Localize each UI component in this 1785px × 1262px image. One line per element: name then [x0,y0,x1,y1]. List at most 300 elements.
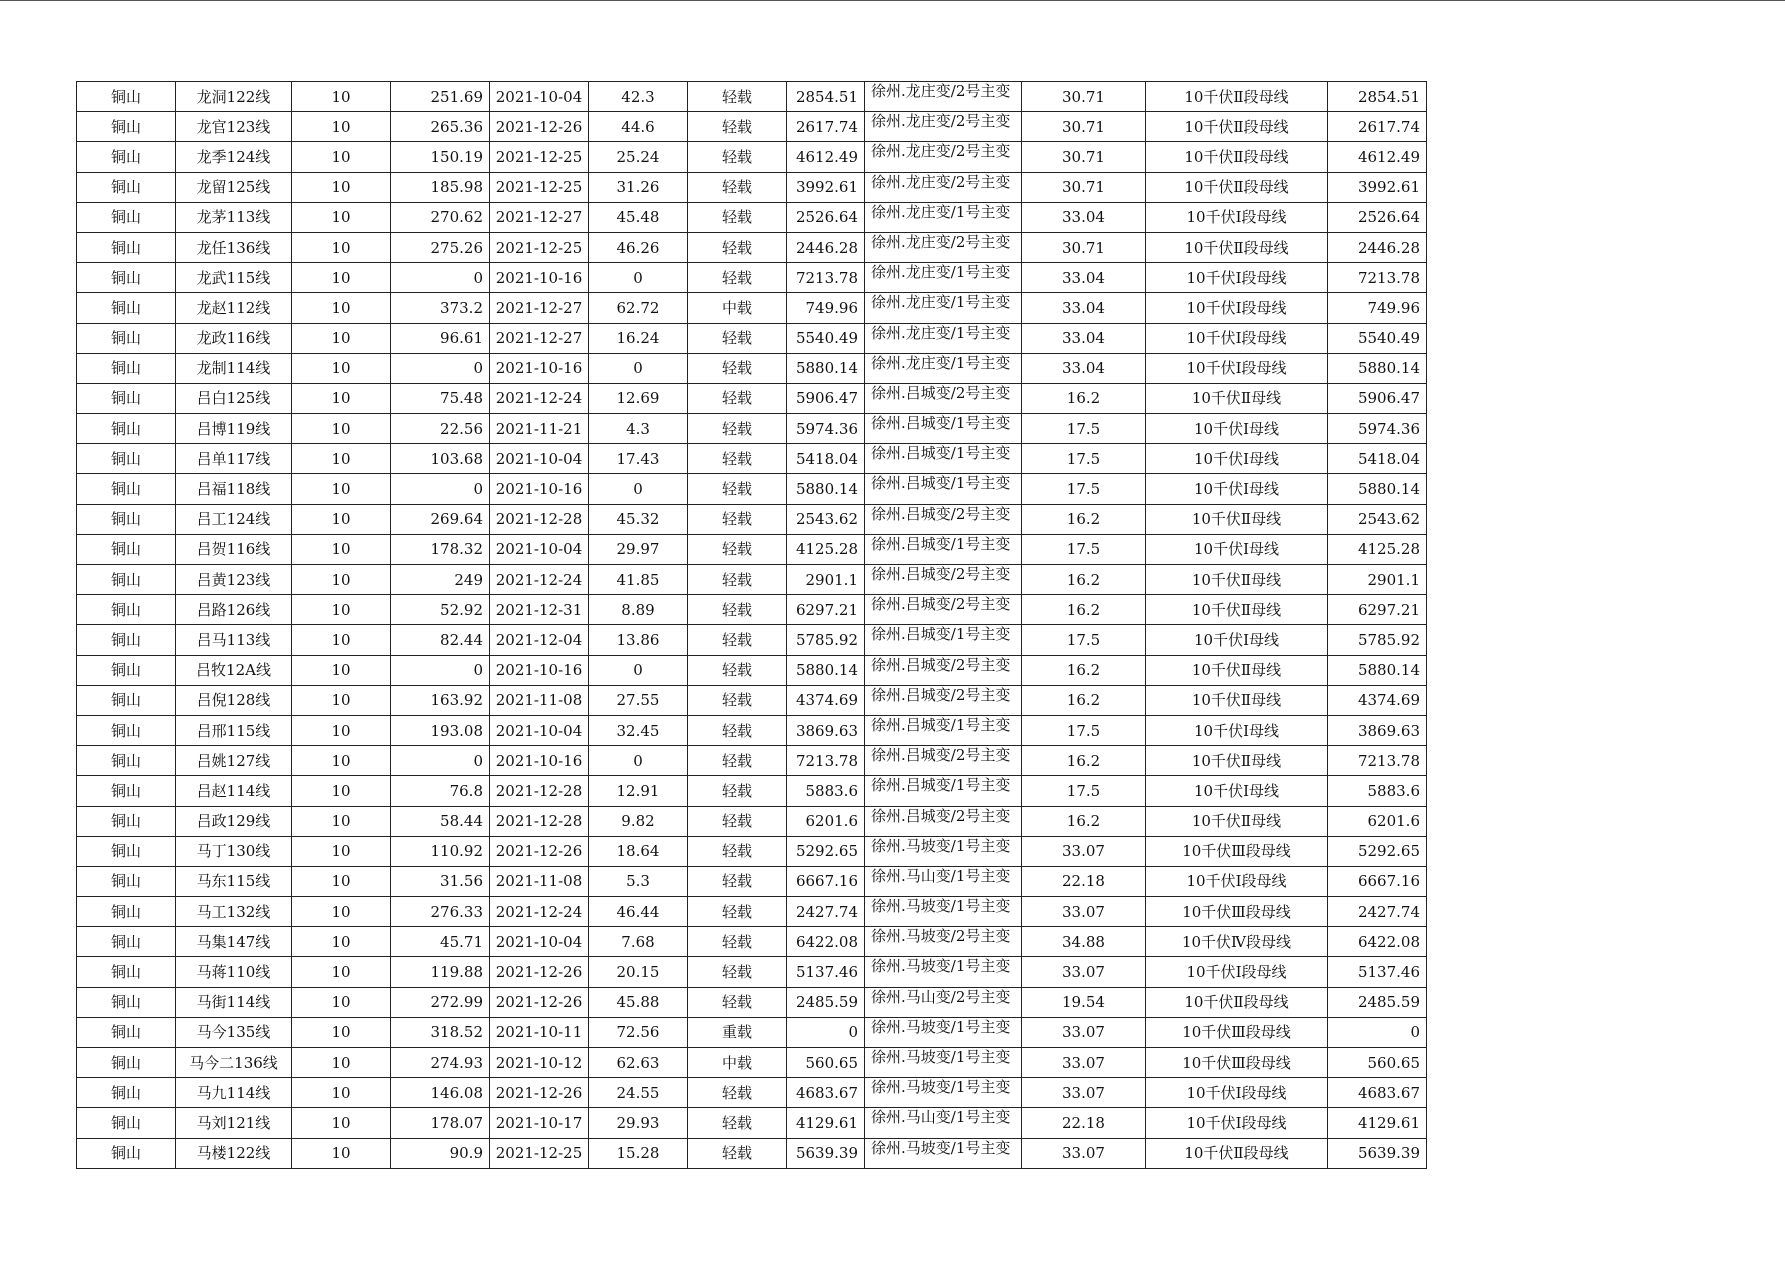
substation-transformer-cell [865,444,1022,474]
substation-transformer-cell [865,232,1022,262]
date-cell: 2021-10-04 [490,715,589,745]
load-rate-cell: 32.45 [589,715,688,745]
district-cell: 铜山 [77,1017,176,1047]
transformer-load-cell: 30.71 [1022,232,1146,262]
date-cell: 2021-12-31 [490,595,589,625]
substation-transformer-text: 徐州.龙庄变/1号主变 [871,293,1011,312]
substation-transformer-text: 徐州.吕城变/2号主变 [871,806,1011,825]
available-capacity-cell: 6667.16 [787,866,865,896]
load-rate-cell: 8.89 [589,595,688,625]
transformer-load-cell: 16.2 [1022,504,1146,534]
substation-transformer-cell [865,534,1022,564]
load-rate-cell: 29.93 [589,1108,688,1138]
load-current-cell: 270.62 [391,202,490,232]
load-rate-cell: 27.55 [589,685,688,715]
substation-transformer-text: 徐州.吕城变/2号主变 [871,565,1011,583]
load-current-cell: 0 [391,474,490,504]
voltage-cell: 10 [292,504,391,534]
load-status-cell: 轻载 [688,474,787,504]
table-row [77,383,1427,413]
voltage-cell: 10 [292,685,391,715]
substation-transformer-cell [865,746,1022,776]
remaining-capacity-cell: 2854.51 [1328,82,1427,112]
date-cell: 2021-10-04 [490,927,589,957]
available-capacity-cell: 5883.6 [787,776,865,806]
voltage-cell: 10 [292,142,391,172]
transformer-load-cell: 33.04 [1022,293,1146,323]
available-capacity-cell: 2854.51 [787,82,865,112]
table-row [77,474,1427,504]
date-cell: 2021-12-26 [490,987,589,1017]
substation-transformer-cell [865,112,1022,142]
line-name-cell: 龙洞122线 [176,82,292,112]
substation-transformer-cell [865,897,1022,927]
transformer-load-cell: 30.71 [1022,142,1146,172]
bus-section-cell: 10千伏Ⅱ母线 [1146,383,1328,413]
remaining-capacity-cell: 5880.14 [1328,655,1427,685]
table-row [77,1048,1427,1078]
available-capacity-cell: 5880.14 [787,474,865,504]
substation-transformer-text: 徐州.龙庄变/1号主变 [871,323,1011,342]
bus-section-cell: 10千伏Ⅱ母线 [1146,504,1328,534]
transformer-load-cell: 34.88 [1022,927,1146,957]
remaining-capacity-cell: 560.65 [1328,1048,1427,1078]
remaining-capacity-cell: 5292.65 [1328,836,1427,866]
load-status-cell: 轻载 [688,202,787,232]
load-rate-cell: 0 [589,263,688,293]
district-cell: 铜山 [77,534,176,564]
load-rate-cell: 29.97 [589,534,688,564]
table-row [77,595,1427,625]
load-status-cell: 轻载 [688,82,787,112]
date-cell: 2021-12-25 [490,142,589,172]
load-rate-cell: 45.88 [589,987,688,1017]
voltage-cell: 10 [292,836,391,866]
load-current-cell: 275.26 [391,232,490,262]
line-name-cell: 吕邢115线 [176,715,292,745]
table-row [77,293,1427,323]
load-current-cell: 119.88 [391,957,490,987]
bus-section-cell: 10千伏Ⅲ段母线 [1146,1048,1328,1078]
load-rate-cell: 44.6 [589,112,688,142]
remaining-capacity-cell: 5880.14 [1328,474,1427,504]
bus-section-cell: 10千伏Ⅰ段母线 [1146,263,1328,293]
remaining-capacity-cell: 5137.46 [1328,957,1427,987]
transformer-load-cell: 16.2 [1022,685,1146,715]
line-name-cell: 吕马113线 [176,625,292,655]
available-capacity-cell: 5137.46 [787,957,865,987]
substation-transformer-cell [865,776,1022,806]
date-cell: 2021-11-08 [490,866,589,896]
load-status-cell: 轻载 [688,987,787,1017]
bus-section-cell: 10千伏Ⅰ段母线 [1146,293,1328,323]
transformer-load-cell: 17.5 [1022,625,1146,655]
substation-transformer-cell [865,353,1022,383]
transformer-load-cell: 16.2 [1022,595,1146,625]
load-rate-cell: 31.26 [589,172,688,202]
date-cell: 2021-12-24 [490,383,589,413]
bus-section-cell: 10千伏Ⅲ段母线 [1146,836,1328,866]
district-cell: 铜山 [77,504,176,534]
voltage-cell: 10 [292,957,391,987]
district-cell: 铜山 [77,112,176,142]
district-cell: 铜山 [77,414,176,444]
transformer-load-cell: 33.07 [1022,1078,1146,1108]
bus-section-cell: 10千伏Ⅰ母线 [1146,776,1328,806]
substation-transformer-text: 徐州.吕城变/1号主变 [871,625,1011,644]
table-row [77,1017,1427,1047]
load-status-cell: 轻载 [688,414,787,444]
substation-transformer-cell [865,1138,1022,1168]
line-name-cell: 龙赵112线 [176,293,292,323]
load-status-cell: 轻载 [688,625,787,655]
load-current-cell: 251.69 [391,82,490,112]
load-rate-cell: 7.68 [589,927,688,957]
substation-transformer-text: 徐州.吕城变/2号主变 [871,685,1011,704]
bus-section-cell: 10千伏Ⅱ段母线 [1146,987,1328,1017]
district-cell: 铜山 [77,927,176,957]
substation-transformer-text: 徐州.马山变/2号主变 [871,987,1011,1006]
voltage-cell: 10 [292,987,391,1017]
date-cell: 2021-10-16 [490,655,589,685]
date-cell: 2021-12-28 [490,806,589,836]
date-cell: 2021-12-27 [490,293,589,323]
transformer-load-cell: 33.07 [1022,1048,1146,1078]
table-row [77,444,1427,474]
district-cell: 铜山 [77,715,176,745]
date-cell: 2021-12-26 [490,957,589,987]
district-cell: 铜山 [77,353,176,383]
substation-transformer-text: 徐州.龙庄变/2号主变 [871,142,1011,161]
line-name-cell: 吕牧12A线 [176,655,292,685]
date-cell: 2021-10-16 [490,474,589,504]
substation-transformer-text: 徐州.马坡变/1号主变 [871,1048,1011,1066]
remaining-capacity-cell: 4683.67 [1328,1078,1427,1108]
date-cell: 2021-12-04 [490,625,589,655]
line-name-cell: 吕单117线 [176,444,292,474]
line-name-cell: 吕赵114线 [176,776,292,806]
table-row [77,263,1427,293]
table-row [77,776,1427,806]
substation-transformer-cell [865,715,1022,745]
available-capacity-cell: 7213.78 [787,746,865,776]
load-rate-cell: 12.91 [589,776,688,806]
substation-transformer-text: 徐州.吕城变/2号主变 [871,595,1011,614]
load-current-cell: 146.08 [391,1078,490,1108]
substation-transformer-cell [865,263,1022,293]
load-rate-cell: 15.28 [589,1138,688,1168]
transformer-load-cell: 33.04 [1022,353,1146,383]
transformer-load-cell: 16.2 [1022,565,1146,595]
available-capacity-cell: 2446.28 [787,232,865,262]
load-status-cell: 轻载 [688,1078,787,1108]
voltage-cell: 10 [292,202,391,232]
table-row [77,172,1427,202]
line-name-cell: 龙官123线 [176,112,292,142]
load-rate-cell: 46.44 [589,897,688,927]
substation-transformer-cell [865,474,1022,504]
date-cell: 2021-12-27 [490,202,589,232]
remaining-capacity-cell: 5639.39 [1328,1138,1427,1168]
voltage-cell: 10 [292,112,391,142]
voltage-cell: 10 [292,1108,391,1138]
available-capacity-cell: 2427.74 [787,897,865,927]
load-status-cell: 轻载 [688,1138,787,1168]
district-cell: 铜山 [77,293,176,323]
load-rate-cell: 46.26 [589,232,688,262]
load-status-cell: 轻载 [688,263,787,293]
district-cell: 铜山 [77,82,176,112]
bus-section-cell: 10千伏Ⅱ母线 [1146,746,1328,776]
load-current-cell: 150.19 [391,142,490,172]
table-row [77,655,1427,685]
load-status-cell: 轻载 [688,776,787,806]
remaining-capacity-cell: 0 [1328,1017,1427,1047]
remaining-capacity-cell: 3992.61 [1328,172,1427,202]
load-status-cell: 轻载 [688,1108,787,1138]
line-name-cell: 龙武115线 [176,263,292,293]
substation-transformer-cell [865,293,1022,323]
transformer-load-cell: 33.04 [1022,323,1146,353]
substation-transformer-cell [865,866,1022,896]
table-row [77,414,1427,444]
load-status-cell: 轻载 [688,836,787,866]
available-capacity-cell: 4129.61 [787,1108,865,1138]
load-rate-cell: 17.43 [589,444,688,474]
date-cell: 2021-12-26 [490,836,589,866]
available-capacity-cell: 6297.21 [787,595,865,625]
table-row [77,82,1427,112]
substation-transformer-cell [865,565,1022,595]
table-row [77,957,1427,987]
table-row [77,927,1427,957]
district-cell: 铜山 [77,444,176,474]
table-row [77,1138,1427,1168]
date-cell: 2021-12-24 [490,897,589,927]
remaining-capacity-cell: 4125.28 [1328,534,1427,564]
bus-section-cell: 10千伏Ⅰ母线 [1146,444,1328,474]
available-capacity-cell: 2901.1 [787,565,865,595]
load-rate-cell: 9.82 [589,806,688,836]
load-current-cell: 96.61 [391,323,490,353]
voltage-cell: 10 [292,715,391,745]
district-cell: 铜山 [77,746,176,776]
district-cell: 铜山 [77,565,176,595]
load-status-cell: 轻载 [688,142,787,172]
load-current-cell: 76.8 [391,776,490,806]
remaining-capacity-cell: 2526.64 [1328,202,1427,232]
load-rate-cell: 16.24 [589,323,688,353]
remaining-capacity-cell: 6297.21 [1328,595,1427,625]
load-current-cell: 0 [391,746,490,776]
substation-transformer-text: 徐州.龙庄变/1号主变 [871,202,1011,221]
load-current-cell: 185.98 [391,172,490,202]
available-capacity-cell: 5418.04 [787,444,865,474]
load-status-cell: 轻载 [688,715,787,745]
district-cell: 铜山 [77,897,176,927]
bus-section-cell: 10千伏Ⅰ母线 [1146,474,1328,504]
transformer-load-cell: 33.04 [1022,202,1146,232]
voltage-cell: 10 [292,534,391,564]
line-name-cell: 马楼122线 [176,1138,292,1168]
load-rate-cell: 18.64 [589,836,688,866]
substation-transformer-text: 徐州.马坡变/1号主变 [871,957,1011,976]
transformer-load-cell: 17.5 [1022,715,1146,745]
transformer-load-cell: 16.2 [1022,746,1146,776]
bus-section-cell: 10千伏Ⅳ段母线 [1146,927,1328,957]
table-row [77,112,1427,142]
load-status-cell: 轻载 [688,746,787,776]
date-cell: 2021-12-28 [490,504,589,534]
voltage-cell: 10 [292,474,391,504]
table-row [77,565,1427,595]
date-cell: 2021-12-27 [490,323,589,353]
available-capacity-cell: 4125.28 [787,534,865,564]
bus-section-cell: 10千伏Ⅰ段母线 [1146,1078,1328,1108]
substation-transformer-text: 徐州.马坡变/2号主变 [871,927,1011,946]
bus-section-cell: 10千伏Ⅰ段母线 [1146,957,1328,987]
remaining-capacity-cell: 5880.14 [1328,353,1427,383]
top-border-line [0,0,1785,1]
voltage-cell: 10 [292,1048,391,1078]
bus-section-cell: 10千伏Ⅱ母线 [1146,806,1328,836]
load-current-cell: 373.2 [391,293,490,323]
voltage-cell: 10 [292,1078,391,1108]
line-name-cell: 马刘121线 [176,1108,292,1138]
load-status-cell: 轻载 [688,866,787,896]
remaining-capacity-cell: 4612.49 [1328,142,1427,172]
load-rate-cell: 25.24 [589,142,688,172]
load-status-cell: 轻载 [688,806,787,836]
date-cell: 2021-10-04 [490,82,589,112]
voltage-cell: 10 [292,444,391,474]
date-cell: 2021-11-21 [490,414,589,444]
line-name-cell: 吕贺116线 [176,534,292,564]
date-cell: 2021-10-16 [490,353,589,383]
line-name-cell: 吕福118线 [176,474,292,504]
remaining-capacity-cell: 2446.28 [1328,232,1427,262]
substation-transformer-cell [865,383,1022,413]
load-rate-cell: 41.85 [589,565,688,595]
substation-transformer-text: 徐州.吕城变/1号主变 [871,474,1011,493]
voltage-cell: 10 [292,383,391,413]
load-current-cell: 52.92 [391,595,490,625]
load-rate-cell: 45.48 [589,202,688,232]
substation-transformer-text: 徐州.马坡变/1号主变 [871,1017,1011,1036]
district-cell: 铜山 [77,202,176,232]
substation-transformer-text: 徐州.吕城变/1号主变 [871,776,1011,795]
voltage-cell: 10 [292,82,391,112]
load-current-cell: 45.71 [391,927,490,957]
date-cell: 2021-12-25 [490,1138,589,1168]
load-rate-cell: 0 [589,474,688,504]
load-status-cell: 中载 [688,293,787,323]
load-current-cell: 274.93 [391,1048,490,1078]
load-current-cell: 82.44 [391,625,490,655]
bus-section-cell: 10千伏Ⅰ段母线 [1146,202,1328,232]
remaining-capacity-cell: 4374.69 [1328,685,1427,715]
voltage-cell: 10 [292,323,391,353]
load-status-cell: 轻载 [688,504,787,534]
substation-transformer-cell [865,987,1022,1017]
date-cell: 2021-12-28 [490,776,589,806]
line-name-cell: 马丁130线 [176,836,292,866]
load-current-cell: 0 [391,263,490,293]
available-capacity-cell: 5292.65 [787,836,865,866]
date-cell: 2021-11-08 [490,685,589,715]
district-cell: 铜山 [77,806,176,836]
substation-transformer-text: 徐州.马山变/1号主变 [871,866,1011,885]
remaining-capacity-cell: 6422.08 [1328,927,1427,957]
load-status-cell: 轻载 [688,927,787,957]
line-name-cell: 吕黄123线 [176,565,292,595]
load-current-cell: 269.64 [391,504,490,534]
substation-transformer-text: 徐州.龙庄变/2号主变 [871,172,1011,191]
load-rate-cell: 0 [589,746,688,776]
load-status-cell: 轻载 [688,655,787,685]
table-body [77,82,1427,1169]
table-row [77,897,1427,927]
remaining-capacity-cell: 7213.78 [1328,263,1427,293]
date-cell: 2021-10-04 [490,444,589,474]
district-cell: 铜山 [77,263,176,293]
load-status-cell: 轻载 [688,172,787,202]
load-rate-cell: 0 [589,353,688,383]
substation-transformer-text: 徐州.龙庄变/2号主变 [871,112,1011,131]
transformer-load-cell: 17.5 [1022,534,1146,564]
line-name-cell: 龙季124线 [176,142,292,172]
district-cell: 铜山 [77,383,176,413]
transformer-load-cell: 33.07 [1022,897,1146,927]
load-status-cell: 轻载 [688,232,787,262]
line-name-cell: 吕白125线 [176,383,292,413]
voltage-cell: 10 [292,565,391,595]
load-rate-cell: 72.56 [589,1017,688,1047]
load-current-cell: 163.92 [391,685,490,715]
bus-section-cell: 10千伏Ⅰ母线 [1146,534,1328,564]
substation-transformer-cell [865,172,1022,202]
bus-section-cell: 10千伏Ⅰ母线 [1146,715,1328,745]
load-rate-cell: 0 [589,655,688,685]
transformer-load-cell: 22.18 [1022,1108,1146,1138]
load-current-cell: 110.92 [391,836,490,866]
district-cell: 铜山 [77,172,176,202]
load-current-cell: 178.32 [391,534,490,564]
available-capacity-cell: 3992.61 [787,172,865,202]
voltage-cell: 10 [292,172,391,202]
line-name-cell: 龙制114线 [176,353,292,383]
remaining-capacity-cell: 5540.49 [1328,323,1427,353]
load-current-cell: 276.33 [391,897,490,927]
remaining-capacity-cell: 2427.74 [1328,897,1427,927]
voltage-cell: 10 [292,897,391,927]
remaining-capacity-cell: 2901.1 [1328,565,1427,595]
transformer-load-cell: 19.54 [1022,987,1146,1017]
load-status-cell: 轻载 [688,897,787,927]
load-current-cell: 90.9 [391,1138,490,1168]
load-current-cell: 0 [391,655,490,685]
remaining-capacity-cell: 3869.63 [1328,715,1427,745]
district-cell: 铜山 [77,595,176,625]
substation-transformer-cell [865,927,1022,957]
substation-transformer-text: 徐州.吕城变/2号主变 [871,655,1011,674]
load-status-cell: 轻载 [688,353,787,383]
voltage-cell: 10 [292,806,391,836]
table-row [77,746,1427,776]
remaining-capacity-cell: 2617.74 [1328,112,1427,142]
remaining-capacity-cell: 6667.16 [1328,866,1427,896]
load-status-cell: 轻载 [688,685,787,715]
